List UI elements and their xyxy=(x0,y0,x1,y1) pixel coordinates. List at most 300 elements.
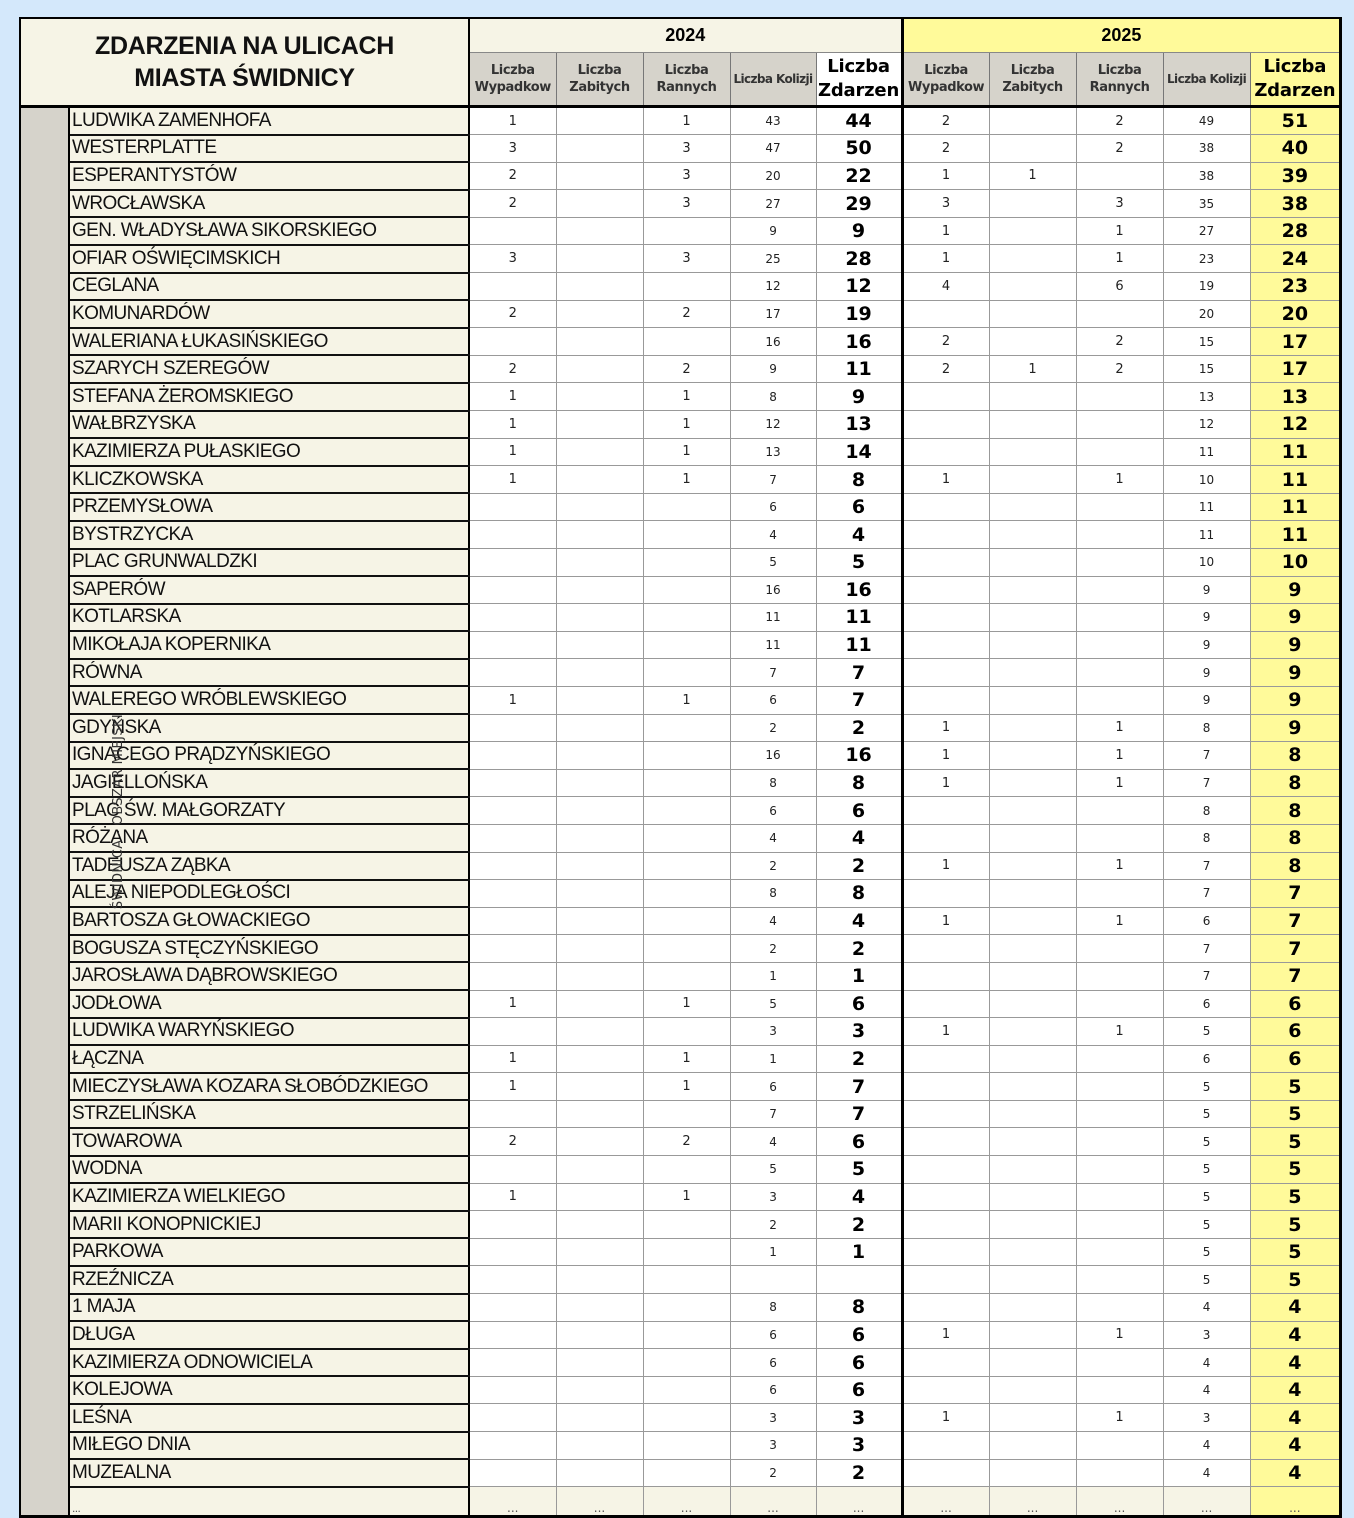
cell-kolizje-2025: 10 xyxy=(1163,549,1250,577)
street-name: CEGLANA xyxy=(69,273,469,301)
cell-zabici-2024 xyxy=(556,107,643,135)
cell-zabici-2024 xyxy=(556,604,643,632)
cell-wypadki-2024: 1 xyxy=(469,686,556,714)
cell-zdarzenia-2024: 3 xyxy=(816,1018,902,1046)
cell-zabici-2024 xyxy=(556,217,643,245)
cell-zabici-2025 xyxy=(989,217,1076,245)
cell-zdarzenia-2025: 38 xyxy=(1250,190,1339,218)
cell-zabici-2024 xyxy=(556,1211,643,1239)
cell-wypadki-2024 xyxy=(469,217,556,245)
cell-kolizje-2024: 2 xyxy=(730,714,816,742)
cell-zdarzenia-2025: 11 xyxy=(1250,438,1339,466)
cell-ranni-2025: 2 xyxy=(1076,328,1163,356)
cell-zdarzenia-2025: 5 xyxy=(1250,1073,1339,1101)
col-header-zabici-2025: Liczba Zabitych xyxy=(989,53,1076,107)
cell-ranni-2025 xyxy=(1076,824,1163,852)
street-name: LUDWIKA ZAMENHOFA xyxy=(69,107,469,135)
cell-wypadki-2025 xyxy=(902,1349,989,1377)
table-body xyxy=(21,107,1339,1515)
ellipsis-cell: ... xyxy=(730,1487,816,1515)
cell-zdarzenia-2025: 6 xyxy=(1250,1018,1339,1046)
cell-kolizje-2025: 7 xyxy=(1163,935,1250,963)
cell-ranni-2024: 1 xyxy=(643,1045,730,1073)
street-name: WALEREGO WRÓBLEWSKIEGO xyxy=(69,686,469,714)
cell-zabici-2025 xyxy=(989,135,1076,163)
cell-zabici-2024 xyxy=(556,273,643,301)
cell-kolizje-2025: 4 xyxy=(1163,1376,1250,1404)
cell-ranni-2025 xyxy=(1076,659,1163,687)
table-row xyxy=(21,1045,1339,1073)
cell-ranni-2024 xyxy=(643,576,730,604)
cell-ranni-2025: 1 xyxy=(1076,714,1163,742)
cell-kolizje-2024: 3 xyxy=(730,1432,816,1460)
cell-ranni-2024 xyxy=(643,824,730,852)
street-name: JAGIELLOŃSKA xyxy=(69,769,469,797)
table-title xyxy=(21,19,469,107)
street-name: WALERIANA ŁUKASIŃSKIEGO xyxy=(69,328,469,356)
ellipsis-cell: ... xyxy=(469,1487,556,1515)
cell-kolizje-2024: 12 xyxy=(730,411,816,439)
street-name: ESPERANTYSTÓW xyxy=(69,162,469,190)
cell-ranni-2025 xyxy=(1076,962,1163,990)
cell-ranni-2025 xyxy=(1076,990,1163,1018)
cell-kolizje-2024: 11 xyxy=(730,631,816,659)
cell-wypadki-2024 xyxy=(469,714,556,742)
cell-zabici-2025 xyxy=(989,493,1076,521)
cell-ranni-2025 xyxy=(1076,880,1163,908)
cell-kolizje-2024: 20 xyxy=(730,162,816,190)
cell-zabici-2024 xyxy=(556,549,643,577)
cell-ranni-2025 xyxy=(1076,1349,1163,1377)
cell-zabici-2024 xyxy=(556,880,643,908)
cell-wypadki-2025 xyxy=(902,604,989,632)
street-name: ALEJA NIEPODLEGŁOŚCI xyxy=(69,880,469,908)
cell-kolizje-2024: 4 xyxy=(730,1128,816,1156)
cell-zdarzenia-2024: 6 xyxy=(816,1349,902,1377)
cell-wypadki-2024: 1 xyxy=(469,411,556,439)
cell-kolizje-2024: 2 xyxy=(730,852,816,880)
cell-zdarzenia-2024: 8 xyxy=(816,1294,902,1322)
street-name: IGNACEGO PRĄDZYŃSKIEGO xyxy=(69,742,469,770)
cell-wypadki-2024 xyxy=(469,1018,556,1046)
cell-wypadki-2025 xyxy=(902,659,989,687)
cell-wypadki-2025 xyxy=(902,438,989,466)
cell-zabici-2025 xyxy=(989,686,1076,714)
cell-ranni-2025: 1 xyxy=(1076,466,1163,494)
cell-zdarzenia-2024: 7 xyxy=(816,1100,902,1128)
street-name: MIKOŁAJA KOPERNIKA xyxy=(69,631,469,659)
cell-wypadki-2025 xyxy=(902,797,989,825)
cell-zabici-2024 xyxy=(556,438,643,466)
cell-zabici-2025 xyxy=(989,631,1076,659)
cell-wypadki-2024 xyxy=(469,631,556,659)
cell-zabici-2024 xyxy=(556,190,643,218)
cell-zdarzenia-2024: 28 xyxy=(816,245,902,273)
cell-zdarzenia-2025: 5 xyxy=(1250,1156,1339,1184)
cell-ranni-2024 xyxy=(643,769,730,797)
cell-ranni-2025 xyxy=(1076,1211,1163,1239)
cell-zabici-2024 xyxy=(556,1238,643,1266)
col-header-wypadki-2024: Liczba Wypadkow xyxy=(469,53,556,107)
street-name: LEŚNA xyxy=(69,1404,469,1432)
cell-kolizje-2025: 5 xyxy=(1163,1100,1250,1128)
cell-wypadki-2025: 1 xyxy=(902,907,989,935)
cell-zabici-2024 xyxy=(556,769,643,797)
table-row xyxy=(21,383,1339,411)
cell-ranni-2024: 3 xyxy=(643,135,730,163)
table-row xyxy=(21,576,1339,604)
cell-kolizje-2024: 3 xyxy=(730,1183,816,1211)
street-name: RÓWNA xyxy=(69,659,469,687)
cell-kolizje-2024: 25 xyxy=(730,245,816,273)
cell-zabici-2025 xyxy=(989,438,1076,466)
cell-zabici-2024 xyxy=(556,1073,643,1101)
cell-ranni-2024: 1 xyxy=(643,411,730,439)
cell-ranni-2024: 2 xyxy=(643,1128,730,1156)
cell-zdarzenia-2024: 16 xyxy=(816,742,902,770)
street-name: PARKOWA xyxy=(69,1238,469,1266)
cell-zdarzenia-2025: 24 xyxy=(1250,245,1339,273)
cell-zdarzenia-2024: 5 xyxy=(816,549,902,577)
cell-zabici-2025 xyxy=(989,797,1076,825)
cell-kolizje-2025: 3 xyxy=(1163,1404,1250,1432)
table-row xyxy=(21,190,1339,218)
street-name: SAPERÓW xyxy=(69,576,469,604)
cell-wypadki-2025: 1 xyxy=(902,742,989,770)
cell-wypadki-2025 xyxy=(902,1073,989,1101)
title-line-2: MIASTA ŚWIDNICY xyxy=(134,64,355,92)
cell-ranni-2024 xyxy=(643,1376,730,1404)
cell-kolizje-2024: 5 xyxy=(730,549,816,577)
cell-ranni-2025 xyxy=(1076,1156,1163,1184)
table-row xyxy=(21,631,1339,659)
cell-ranni-2025 xyxy=(1076,1183,1163,1211)
street-name: OFIAR OŚWIĘCIMSKICH xyxy=(69,245,469,273)
cell-ranni-2025: 1 xyxy=(1076,245,1163,273)
cell-zabici-2024 xyxy=(556,1432,643,1460)
cell-zdarzenia-2024: 2 xyxy=(816,714,902,742)
cell-zdarzenia-2025: 40 xyxy=(1250,135,1339,163)
cell-kolizje-2024: 7 xyxy=(730,466,816,494)
cell-kolizje-2025: 4 xyxy=(1163,1459,1250,1487)
cell-ranni-2025: 1 xyxy=(1076,1404,1163,1432)
cell-zdarzenia-2024: 6 xyxy=(816,1376,902,1404)
more-rows-indicator xyxy=(21,1487,1339,1515)
cell-ranni-2024 xyxy=(643,1459,730,1487)
cell-zdarzenia-2024: 5 xyxy=(816,1156,902,1184)
cell-ranni-2025 xyxy=(1076,1100,1163,1128)
cell-zabici-2025 xyxy=(989,549,1076,577)
cell-kolizje-2024: 6 xyxy=(730,1349,816,1377)
cell-ranni-2025 xyxy=(1076,549,1163,577)
cell-ranni-2024 xyxy=(643,1238,730,1266)
cell-kolizje-2024: 4 xyxy=(730,907,816,935)
table-row xyxy=(21,1432,1339,1460)
street-name: PLAC ŚW. MAŁGORZATY xyxy=(69,797,469,825)
cell-ranni-2024: 3 xyxy=(643,162,730,190)
cell-wypadki-2024: 3 xyxy=(469,245,556,273)
cell-zabici-2025 xyxy=(989,576,1076,604)
cell-zabici-2024 xyxy=(556,521,643,549)
table-row xyxy=(21,907,1339,935)
cell-zdarzenia-2025: 5 xyxy=(1250,1266,1339,1294)
cell-kolizje-2025: 4 xyxy=(1163,1432,1250,1460)
cell-zabici-2025 xyxy=(989,300,1076,328)
cell-zabici-2025: 1 xyxy=(989,355,1076,383)
cell-wypadki-2024 xyxy=(469,521,556,549)
cell-ranni-2024 xyxy=(643,328,730,356)
table-row xyxy=(21,438,1339,466)
cell-kolizje-2025: 49 xyxy=(1163,107,1250,135)
area-label: ŚWIDNICA - OBSZAR MIEJSKI xyxy=(111,714,127,910)
cell-kolizje-2024: 11 xyxy=(730,604,816,632)
cell-zabici-2025 xyxy=(989,328,1076,356)
ellipsis-cell: ... xyxy=(902,1487,989,1515)
cell-kolizje-2024: 1 xyxy=(730,1238,816,1266)
table-row xyxy=(21,1018,1339,1046)
cell-kolizje-2024: 8 xyxy=(730,880,816,908)
cell-ranni-2024: 1 xyxy=(643,1073,730,1101)
cell-kolizje-2025: 9 xyxy=(1163,604,1250,632)
cell-ranni-2025 xyxy=(1076,162,1163,190)
cell-kolizje-2024: 4 xyxy=(730,521,816,549)
cell-wypadki-2024 xyxy=(469,328,556,356)
cell-ranni-2025 xyxy=(1076,383,1163,411)
cell-kolizje-2025: 27 xyxy=(1163,217,1250,245)
cell-zdarzenia-2024: 7 xyxy=(816,686,902,714)
cell-wypadki-2025 xyxy=(902,300,989,328)
cell-zdarzenia-2025: 4 xyxy=(1250,1376,1339,1404)
cell-ranni-2025: 1 xyxy=(1076,742,1163,770)
cell-zabici-2025 xyxy=(989,245,1076,273)
cell-wypadki-2025 xyxy=(902,935,989,963)
cell-kolizje-2024: 5 xyxy=(730,1156,816,1184)
cell-ranni-2024 xyxy=(643,521,730,549)
cell-kolizje-2025: 6 xyxy=(1163,990,1250,1018)
cell-kolizje-2024: 16 xyxy=(730,742,816,770)
cell-zdarzenia-2024: 4 xyxy=(816,521,902,549)
cell-ranni-2025 xyxy=(1076,797,1163,825)
cell-kolizje-2025: 5 xyxy=(1163,1266,1250,1294)
cell-kolizje-2024: 7 xyxy=(730,1100,816,1128)
table-row xyxy=(21,742,1339,770)
street-name: JODŁOWA xyxy=(69,990,469,1018)
cell-zdarzenia-2025: 17 xyxy=(1250,355,1339,383)
cell-wypadki-2025: 1 xyxy=(902,852,989,880)
table-row xyxy=(21,797,1339,825)
table-row xyxy=(21,990,1339,1018)
cell-ranni-2025 xyxy=(1076,1432,1163,1460)
cell-zdarzenia-2025: 17 xyxy=(1250,328,1339,356)
cell-ranni-2025 xyxy=(1076,438,1163,466)
cell-wypadki-2025 xyxy=(902,962,989,990)
table-row xyxy=(21,1459,1339,1487)
cell-zdarzenia-2024: 6 xyxy=(816,1321,902,1349)
cell-zabici-2025 xyxy=(989,1349,1076,1377)
header-year-row xyxy=(21,19,1339,53)
ellipsis-cell: ... xyxy=(1076,1487,1163,1515)
cell-ranni-2024 xyxy=(643,1266,730,1294)
cell-ranni-2025 xyxy=(1076,604,1163,632)
cell-kolizje-2025: 9 xyxy=(1163,686,1250,714)
cell-zdarzenia-2025: 4 xyxy=(1250,1321,1339,1349)
cell-ranni-2025: 1 xyxy=(1076,1321,1163,1349)
cell-zdarzenia-2024: 2 xyxy=(816,1045,902,1073)
cell-zdarzenia-2024: 12 xyxy=(816,273,902,301)
table-row xyxy=(21,714,1339,742)
cell-kolizje-2025: 8 xyxy=(1163,824,1250,852)
cell-kolizje-2025: 5 xyxy=(1163,1073,1250,1101)
cell-zdarzenia-2025: 9 xyxy=(1250,714,1339,742)
cell-kolizje-2025: 10 xyxy=(1163,466,1250,494)
cell-wypadki-2024 xyxy=(469,1459,556,1487)
cell-ranni-2024 xyxy=(643,549,730,577)
cell-kolizje-2025: 9 xyxy=(1163,631,1250,659)
ellipsis-cell: ... xyxy=(69,1487,469,1515)
cell-zabici-2025 xyxy=(989,1238,1076,1266)
cell-zdarzenia-2024: 44 xyxy=(816,107,902,135)
cell-kolizje-2025: 5 xyxy=(1163,1211,1250,1239)
cell-zabici-2024 xyxy=(556,686,643,714)
cell-kolizje-2025: 7 xyxy=(1163,852,1250,880)
cell-zabici-2025 xyxy=(989,1045,1076,1073)
table-row xyxy=(21,411,1339,439)
table-row xyxy=(21,162,1339,190)
cell-zdarzenia-2025: 7 xyxy=(1250,962,1339,990)
cell-zdarzenia-2024: 14 xyxy=(816,438,902,466)
cell-zdarzenia-2025: 5 xyxy=(1250,1211,1339,1239)
cell-wypadki-2025 xyxy=(902,686,989,714)
cell-kolizje-2025: 4 xyxy=(1163,1349,1250,1377)
table-row xyxy=(21,1404,1339,1432)
cell-kolizje-2025: 3 xyxy=(1163,1321,1250,1349)
cell-ranni-2025: 3 xyxy=(1076,190,1163,218)
cell-ranni-2025 xyxy=(1076,300,1163,328)
cell-zabici-2025 xyxy=(989,1294,1076,1322)
cell-zabici-2025 xyxy=(989,1018,1076,1046)
cell-kolizje-2024: 5 xyxy=(730,990,816,1018)
street-name: 1 MAJA xyxy=(69,1294,469,1322)
cell-wypadki-2024 xyxy=(469,1349,556,1377)
cell-zdarzenia-2024: 2 xyxy=(816,1459,902,1487)
cell-kolizje-2024: 1 xyxy=(730,1045,816,1073)
cell-kolizje-2025: 15 xyxy=(1163,328,1250,356)
cell-zdarzenia-2024: 6 xyxy=(816,493,902,521)
cell-zdarzenia-2024: 22 xyxy=(816,162,902,190)
cell-wypadki-2024 xyxy=(469,824,556,852)
cell-kolizje-2024: 4 xyxy=(730,824,816,852)
street-name: TADEUSZA ZĄBKA xyxy=(69,852,469,880)
cell-wypadki-2025 xyxy=(902,1045,989,1073)
cell-zdarzenia-2025: 5 xyxy=(1250,1128,1339,1156)
cell-wypadki-2025 xyxy=(902,990,989,1018)
cell-zdarzenia-2025: 8 xyxy=(1250,769,1339,797)
cell-ranni-2024: 3 xyxy=(643,245,730,273)
cell-wypadki-2024 xyxy=(469,604,556,632)
cell-wypadki-2024: 1 xyxy=(469,1073,556,1101)
cell-kolizje-2024: 8 xyxy=(730,383,816,411)
cell-zdarzenia-2025: 28 xyxy=(1250,217,1339,245)
cell-ranni-2024 xyxy=(643,742,730,770)
cell-wypadki-2024 xyxy=(469,962,556,990)
cell-wypadki-2025: 2 xyxy=(902,135,989,163)
street-name: MUZEALNA xyxy=(69,1459,469,1487)
cell-wypadki-2025 xyxy=(902,880,989,908)
cell-kolizje-2024: 6 xyxy=(730,1073,816,1101)
col-header-zdarzenia-2025: Liczba Zdarzen xyxy=(1250,53,1339,107)
cell-kolizje-2024: 12 xyxy=(730,273,816,301)
table-row xyxy=(21,1100,1339,1128)
cell-wypadki-2024 xyxy=(469,549,556,577)
street-name: KOLEJOWA xyxy=(69,1376,469,1404)
cell-wypadki-2024: 1 xyxy=(469,107,556,135)
cell-ranni-2025: 1 xyxy=(1076,217,1163,245)
table-row xyxy=(21,880,1339,908)
cell-zabici-2024 xyxy=(556,1376,643,1404)
cell-zabici-2025 xyxy=(989,411,1076,439)
table-row xyxy=(21,824,1339,852)
street-name: GEN. WŁADYSŁAWA SIKORSKIEGO xyxy=(69,217,469,245)
street-name: WESTERPLATTE xyxy=(69,135,469,163)
cell-zdarzenia-2025: 4 xyxy=(1250,1459,1339,1487)
cell-kolizje-2024: 17 xyxy=(730,300,816,328)
year-header-2024: 2024 xyxy=(469,19,902,53)
cell-zabici-2025 xyxy=(989,659,1076,687)
street-name: BARTOSZA GŁOWACKIEGO xyxy=(69,907,469,935)
cell-zdarzenia-2024: 9 xyxy=(816,217,902,245)
cell-kolizje-2025: 20 xyxy=(1163,300,1250,328)
col-header-zdarzenia-2024: Liczba Zdarzen xyxy=(816,53,902,107)
cell-zdarzenia-2024: 4 xyxy=(816,1183,902,1211)
cell-kolizje-2024: 43 xyxy=(730,107,816,135)
street-name: KAZIMIERZA WIELKIEGO xyxy=(69,1183,469,1211)
cell-kolizje-2025: 11 xyxy=(1163,521,1250,549)
ellipsis-cell: ... xyxy=(989,1487,1076,1515)
cell-kolizje-2024: 8 xyxy=(730,769,816,797)
cell-zabici-2025 xyxy=(989,1459,1076,1487)
cell-wypadki-2024 xyxy=(469,1238,556,1266)
cell-kolizje-2024: 1 xyxy=(730,962,816,990)
cell-wypadki-2025 xyxy=(902,631,989,659)
table-row xyxy=(21,1294,1339,1322)
cell-ranni-2025: 6 xyxy=(1076,273,1163,301)
table-row xyxy=(21,686,1339,714)
cell-kolizje-2024: 8 xyxy=(730,1294,816,1322)
cell-ranni-2024 xyxy=(643,935,730,963)
cell-ranni-2025: 2 xyxy=(1076,355,1163,383)
cell-zdarzenia-2025: 11 xyxy=(1250,521,1339,549)
cell-kolizje-2025: 6 xyxy=(1163,907,1250,935)
street-name: SZARYCH SZEREGÓW xyxy=(69,355,469,383)
cell-ranni-2025 xyxy=(1076,521,1163,549)
cell-kolizje-2025: 19 xyxy=(1163,273,1250,301)
cell-wypadki-2024: 1 xyxy=(469,1183,556,1211)
cell-zdarzenia-2024: 8 xyxy=(816,466,902,494)
cell-wypadki-2025: 1 xyxy=(902,1404,989,1432)
street-name: DŁUGA xyxy=(69,1321,469,1349)
cell-ranni-2025 xyxy=(1076,1073,1163,1101)
col-header-ranni-2024: Liczba Rannych xyxy=(643,53,730,107)
cell-kolizje-2025: 38 xyxy=(1163,162,1250,190)
cell-zabici-2024 xyxy=(556,1349,643,1377)
cell-zabici-2025 xyxy=(989,1183,1076,1211)
cell-zdarzenia-2024: 6 xyxy=(816,990,902,1018)
cell-ranni-2024: 3 xyxy=(643,190,730,218)
cell-kolizje-2024: 9 xyxy=(730,355,816,383)
cell-zdarzenia-2025: 11 xyxy=(1250,493,1339,521)
cell-zabici-2025 xyxy=(989,907,1076,935)
cell-zdarzenia-2024: 7 xyxy=(816,1073,902,1101)
